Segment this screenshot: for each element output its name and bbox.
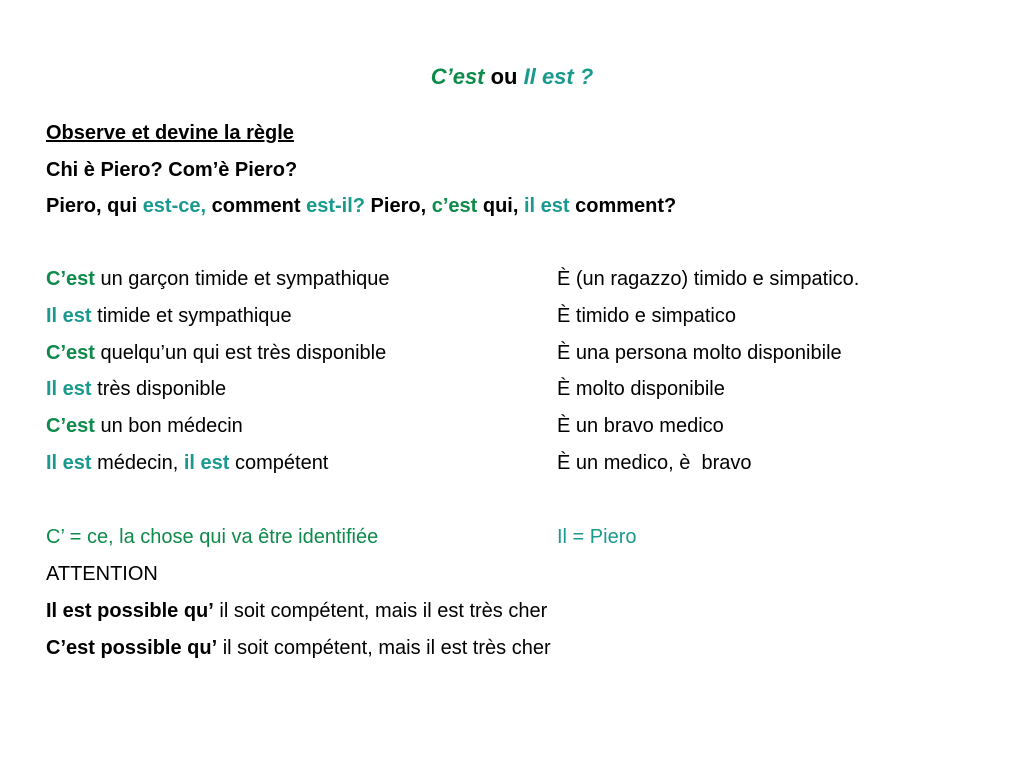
- piero-b: est-ce,: [142, 195, 207, 217]
- example-row-1: [46, 265, 390, 293]
- example-translation-4: È molto disponibile: [557, 378, 725, 400]
- attention-rest-1: il soit compétent, mais il est très cher: [213, 600, 548, 622]
- example-translation-3: È una persona molto disponibile: [557, 342, 842, 364]
- piero-d: est-il?: [306, 195, 365, 217]
- example-keyword: C’est: [46, 342, 95, 364]
- example-text: quelqu’un qui est très disponible: [94, 342, 387, 364]
- example-keyword: Il est: [46, 305, 92, 327]
- example-row-2: [46, 302, 292, 330]
- example-text-2: compétent: [229, 452, 329, 474]
- rule-left: C’ = ce, la chose qui va être identifiée: [46, 526, 379, 548]
- piero-e: Piero,: [365, 195, 432, 217]
- example-keyword: Il est: [46, 378, 92, 400]
- piero-c: comment: [206, 195, 307, 217]
- example-translation-6: È un medico, è bravo: [557, 452, 752, 474]
- piero-f: c’est: [431, 195, 478, 217]
- example-row-4: [46, 375, 226, 403]
- example-keyword: C’est: [46, 268, 95, 290]
- example-row-5: [46, 412, 243, 440]
- attention-bold-2: C’est possible qu’: [46, 637, 218, 659]
- question-line: Chi è Piero? Com’è Piero?: [46, 159, 298, 181]
- piero-line: [46, 192, 676, 220]
- example-keyword: C’est: [46, 415, 95, 437]
- example-keyword: Il est: [46, 452, 92, 474]
- attention-line-1: [46, 597, 547, 625]
- example-text: timide et sympathique: [91, 305, 292, 327]
- piero-g: qui,: [477, 195, 524, 217]
- attention-bold-1: Il est possible qu’: [46, 600, 214, 622]
- example-translation-2: È timido e simpatico: [557, 305, 736, 327]
- attention-label: ATTENTION: [46, 563, 158, 585]
- piero-a: Piero, qui: [46, 195, 143, 217]
- example-translation-5: È un bravo medico: [557, 415, 724, 437]
- example-keyword-2: il est: [183, 452, 230, 474]
- example-translation-1: È (un ragazzo) timido e simpatico.: [557, 268, 860, 290]
- attention-rest-2: il soit compétent, mais il est très cher: [217, 637, 551, 659]
- title-ou: ou: [484, 64, 524, 89]
- example-text: très disponible: [91, 378, 227, 400]
- piero-i: comment?: [569, 195, 677, 217]
- example-text: médecin,: [91, 452, 184, 474]
- observe-heading: Observe et devine la règle: [46, 122, 294, 144]
- example-text: un garçon timide et sympathique: [94, 268, 390, 290]
- example-text: un bon médecin: [94, 415, 243, 437]
- slide-title: [0, 62, 1024, 92]
- example-row-3: [46, 339, 386, 367]
- attention-line-2: [46, 634, 551, 662]
- example-row-6: [46, 449, 328, 477]
- title-ilest: Il est ?: [523, 64, 594, 89]
- title-cest: C’est: [430, 64, 485, 89]
- rule-right: Il = Piero: [557, 526, 637, 548]
- piero-h: il est: [523, 195, 570, 217]
